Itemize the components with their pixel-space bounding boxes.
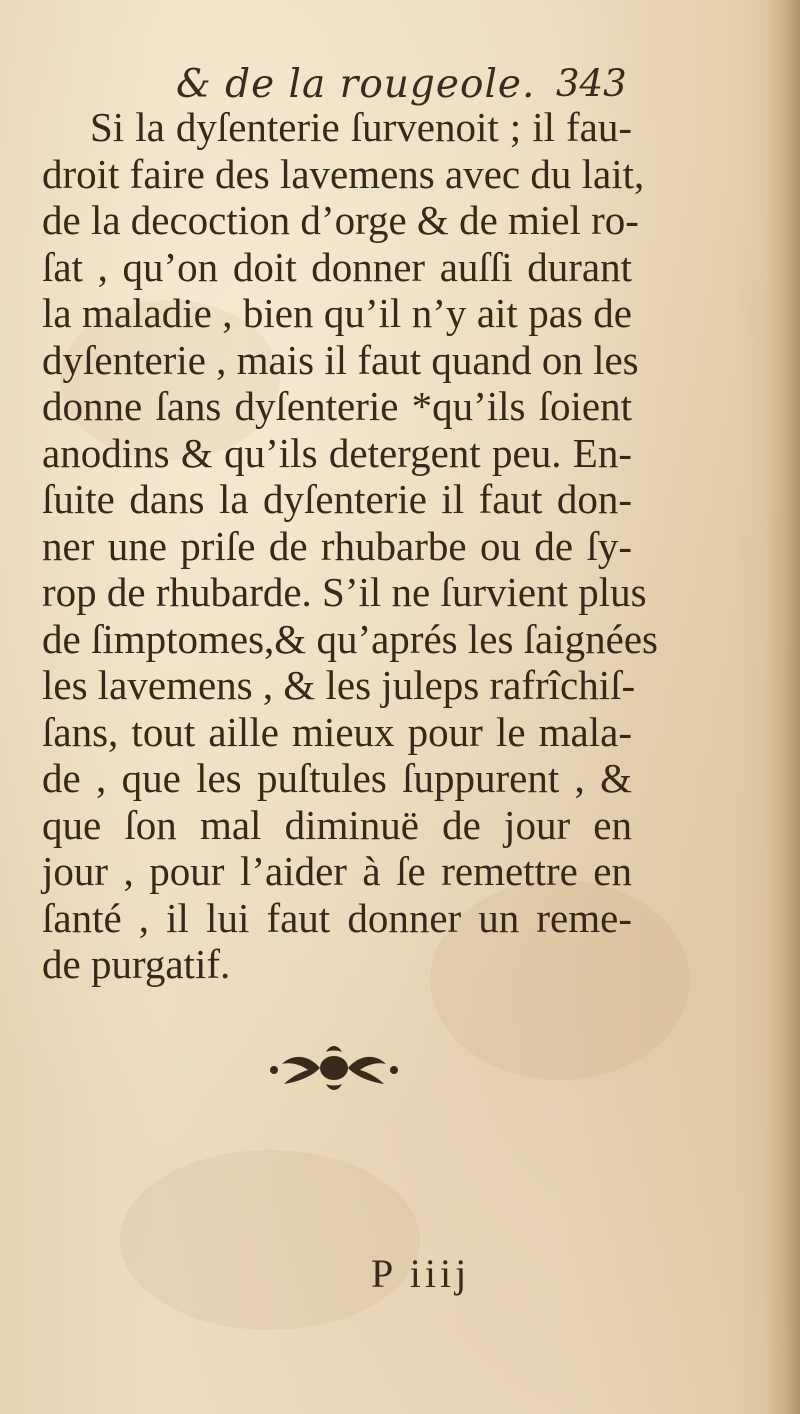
text-line: ſans, tout aille mieux pour le mala- [42,708,632,755]
text-line: droit faire des lavemens avec du lait, [42,150,645,197]
body-text [42,104,658,988]
text-line: Si la dyſenterie ſurvenoit ; il fau- [90,104,632,150]
text-line: rop de rhubarde. S’il ne ſurvient plus [42,569,647,615]
page-number: 343 [556,62,627,105]
running-title: & de la rougeole. [176,62,536,107]
text-line: de purgatif. [42,941,231,987]
text-line: ner une priſe de rhubarbe ou de ſy- [42,522,632,569]
text-line: la maladie , bien qu’il n’y ait pas de [42,290,632,336]
text-line: jour , pour l’aider à ſe remettre en [42,848,632,894]
text-line: ſuite dans la dyſenterie il faut don- [42,476,632,522]
text-line: de ſimptomes,& qu’aprés les ſaignées [42,615,658,662]
text-line: donne ſans dyſenterie *qu’ils ſoient [42,383,632,429]
text-line: anodins & qu’ils detergent peu. En- [42,429,632,476]
paper-stain [120,1150,420,1330]
text-line: les lavemens , & les juleps rafrîchiſ- [42,662,636,708]
printer-ornament-icon [264,1040,404,1094]
signature-mark: P iiij [371,1251,471,1296]
page-edge-shadow [766,0,800,1414]
text-line: de , que les puſtules ſuppurent , & [42,755,632,801]
text-line: que ſon mal diminuë de jour en [42,801,632,848]
text-line: de la decoction d’orge & de miel ro- [42,197,639,243]
text-line: dyſenterie , mais il faut quand on les [42,336,639,383]
text-line: ſanté , il lui faut donner un reme- [42,894,632,941]
text-line: ſat , qu’on doit donner auſſi durant [42,243,632,290]
